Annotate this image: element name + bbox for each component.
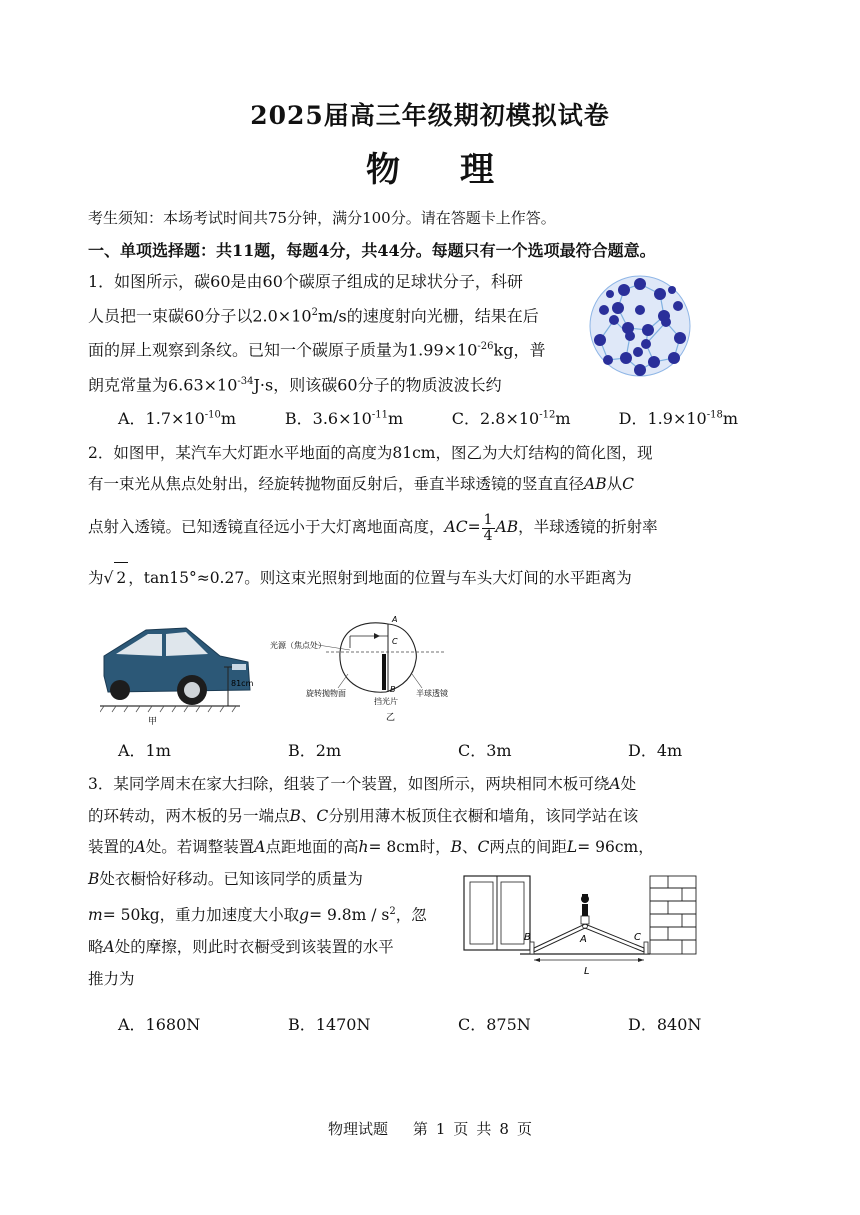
q3-option-a[interactable]: A．1680N	[118, 1015, 201, 1034]
point-c-label: C	[392, 637, 398, 646]
q3-line-4: B处衣橱恰好移动。已知该同学的质量为	[88, 869, 363, 888]
q2-option-d[interactable]: D．4m	[628, 741, 683, 760]
footer-page-number: 1	[435, 1120, 446, 1138]
q1-options	[118, 406, 738, 429]
car-height-label: 81cm	[231, 679, 254, 688]
subject-char-1: 物	[366, 150, 400, 190]
q3-line-1: 3．某同学周末在家大扫除，组装了一个装置，如图所示，两块相同木板可绕A处	[88, 775, 637, 793]
q3-line-6: 略A处的摩擦，则此时衣橱受到该装置的水平	[88, 938, 394, 957]
footer-subject: 物理试题	[328, 1120, 389, 1138]
footer-total-pages: 8	[499, 1120, 509, 1138]
subject-title	[0, 142, 860, 191]
exam-title: 2025届高三年级期初模拟试卷	[250, 101, 610, 130]
q2-line-4: 为√ 2 ，tan15°≈0.27。则这束光照射到地面的位置与车头大灯间的水平距离为	[88, 562, 728, 593]
q3-options	[118, 1012, 738, 1035]
exam-notice: 考生须知：本场考试时间共75分钟，满分100分。请在答题卡上作答。	[88, 209, 556, 227]
figure-yi-label: 乙	[386, 713, 396, 723]
q2-line-2: 有一束光从焦点处射出，经旋转抛物面反射后，垂直半球透镜的竖直直径AB从C	[88, 475, 634, 493]
q2-option-c[interactable]: C．3m	[458, 741, 512, 760]
q3-line-2: 的环转动，两木板的另一端点B、C分别用薄木板顶住衣橱和墙角，该同学站在该	[88, 806, 639, 825]
page-footer: 物理试题 第 1 页 共 8 页	[328, 1120, 532, 1138]
q1-option-c[interactable]: C．$2.8\times 10^{-12}m$	[451, 409, 571, 428]
c60-molecule-image	[584, 270, 696, 382]
figure-jia-label: 甲	[148, 717, 158, 727]
headlight-diagram	[266, 612, 466, 726]
q2-options	[118, 738, 738, 761]
question-1-text	[88, 266, 588, 400]
length-l-label: L	[584, 966, 590, 977]
q3-option-d[interactable]: D．840N	[628, 1015, 702, 1034]
sqrt-symbol: √	[103, 569, 114, 587]
q3-option-b[interactable]: B．1470N	[288, 1015, 371, 1034]
shield-label: 挡光片	[374, 697, 398, 706]
reflector-label: 旋转抛物面	[306, 689, 346, 698]
q2-option-a[interactable]: A．1m	[118, 741, 171, 760]
q2-line-1: 2．如图甲，某汽车大灯距水平地面的高度为81cm，图乙为大灯结构的简化图，现	[88, 444, 653, 462]
point-c-figure-label: C	[634, 932, 641, 943]
section-heading: 一、单项选择题：共11题，每题4分，共44分。每题只有一个选项最符合题意。	[88, 241, 656, 260]
q1-line-2: 人员把一束碳60分子以$2.0\times 10^2m/s$的速度射向光栅，结果在后	[88, 306, 539, 326]
q1-option-a[interactable]: A．$1.7\times 10^{-10}m$	[118, 409, 237, 428]
q1-line-4: 朗克常量为$6.63\times 10^{-34}J\cdot s$，则该碳60分子的物质波波长约	[88, 374, 502, 394]
q2-line-3: 点射入透镜。已知透镜直径远小于大灯离地面高度，AC= $\frac{1}{4}$ AB，半球透镜的折射率	[88, 511, 658, 544]
point-b-figure-label: B	[524, 932, 531, 943]
point-a-label: A	[392, 615, 398, 624]
q3-line-7: 推力为	[88, 969, 135, 988]
q1-option-d[interactable]: D．$1.9\times 10^{-18}m$	[618, 409, 738, 428]
q1-line-1: 1．如图所示，碳60是由60个碳原子组成的足球状分子，科研	[88, 272, 523, 291]
car-figure	[100, 620, 260, 730]
question-2-text	[88, 438, 728, 500]
fraction-one-quarter: $\frac{1}{4}$	[483, 511, 493, 544]
subject-char-2: 理	[460, 150, 494, 190]
light-source-label: 光源（焦点处）	[270, 641, 326, 650]
q3-option-c[interactable]: C．875N	[458, 1015, 531, 1034]
point-a-figure-label: A	[580, 934, 587, 945]
q2-option-b[interactable]: B．2m	[288, 741, 342, 760]
q3-line-3: 装置的A处。若调整装置A点距地面的高h= 8cm时，B、C两点的间距L= 96cm，	[88, 838, 654, 856]
point-b-label: B	[390, 685, 396, 694]
q1-line-3: 面的屏上观察到条纹。已知一个碳原子质量为$1.99\times 10^{-26}kg$，普	[88, 340, 546, 360]
q1-option-b[interactable]: B．$3.6\times 10^{-11}m$	[284, 409, 404, 428]
q3-line-5: m= 50kg，重力加速度大小取$g= 9.8m / s^2$，忽	[88, 906, 427, 925]
lens-label: 半球透镜	[416, 689, 448, 698]
board-device-figure	[458, 868, 700, 980]
